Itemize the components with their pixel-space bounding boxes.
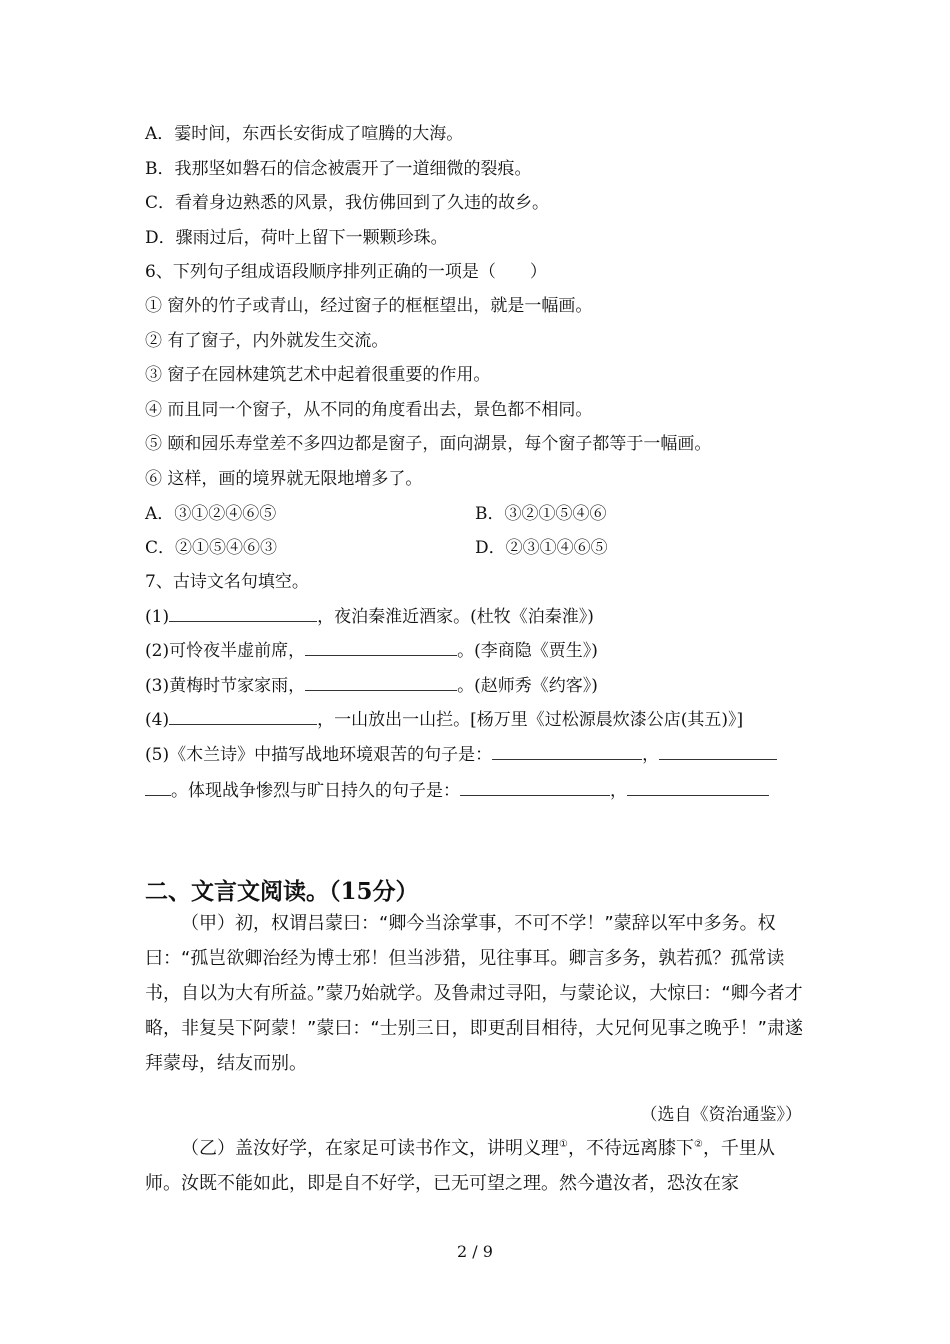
passage-yi-text-1: （乙）盖汝好学，在家足可读书作文，讲明义理: [181, 1138, 559, 1159]
q5-option-b: B．我那坚如磐石的信念被震开了一道细微的裂痕。: [145, 159, 532, 179]
passage-yi-text-3: ，千里从师。汝既不能如此，即是自不好学，已无可望之理。然今遣汝者，恐汝在家: [145, 1138, 775, 1194]
footnote-marker: ②: [693, 1139, 703, 1150]
q6-sentence-1: ① 窗外的竹子或青山，经过窗子的框框望出，就是一幅画。: [145, 296, 593, 316]
answer-blank[interactable]: [145, 780, 171, 796]
q7-item-3-suffix: 。(赵师秀《约客》): [457, 676, 598, 696]
q7-item-2: [145, 640, 598, 662]
q6-option-a: A．③①②④⑥⑤: [145, 504, 277, 524]
comma: ，: [610, 781, 627, 801]
footnote-marker: ①: [559, 1139, 568, 1150]
q6-stem: 6、下列句子组成语段顺序排列正确的一项是（ ）: [145, 262, 547, 282]
answer-blank[interactable]: [305, 675, 457, 691]
q7-item-2-prefix: (2)可怜夜半虚前席，: [145, 641, 306, 661]
q7-item-5-line-2: [145, 780, 769, 802]
passage-yi: [145, 1127, 805, 1201]
passage-yi-text-2: ，不待远离膝下: [567, 1138, 694, 1159]
q6-option-d: D．②③①④⑥⑤: [475, 538, 608, 558]
q7-item-5-prefix: (5)《木兰诗》中描写战地环境艰苦的句子是：: [145, 745, 493, 765]
q6-sentence-4: ④ 而且同一个窗子，从不同的角度看出去，景色都不相同。: [145, 400, 593, 420]
q7-item-1-number: (1): [145, 607, 170, 627]
q5-option-c: C．看着身边熟悉的风景，我仿佛回到了久违的故乡。: [145, 193, 550, 213]
q7-item-4-number: (4): [145, 710, 170, 730]
q7-item-4: [145, 709, 743, 731]
section-heading: 二、文言文阅读。（15分）: [145, 878, 419, 905]
answer-blank[interactable]: [627, 780, 769, 796]
q7-item-5-middle: 。体现战争惨烈与旷日持久的句子是：: [171, 781, 460, 801]
page-number: 2 / 9: [457, 1242, 493, 1261]
answer-blank[interactable]: [169, 709, 317, 725]
answer-blank[interactable]: [492, 744, 642, 760]
q7-item-5-line-1: [145, 744, 777, 766]
q6-option-c: C．②①⑤④⑥③: [145, 538, 278, 558]
answer-blank[interactable]: [460, 780, 610, 796]
q5-option-a: A．霎时间，东西长安街成了喧腾的大海。: [145, 124, 464, 144]
q7-item-3: [145, 675, 598, 697]
q6-sentence-6: ⑥ 这样，画的境界就无限地增多了。: [145, 469, 423, 489]
q7-item-2-suffix: 。(李商隐《贾生》): [457, 641, 598, 661]
q6-sentence-5: ⑤ 颐和园乐寿堂差不多四边都是窗子，面向湖景，每个窗子都等于一幅画。: [145, 434, 712, 454]
passage-source: （选自《资治通鉴》）: [640, 1105, 802, 1125]
answer-blank[interactable]: [169, 606, 317, 622]
q7-item-3-prefix: (3)黄梅时节家家雨，: [145, 676, 306, 696]
q5-option-d: D．骤雨过后，荷叶上留下一颗颗珍珠。: [145, 228, 448, 248]
q6-sentence-2: ② 有了窗子，内外就发生交流。: [145, 331, 389, 351]
q7-item-4-text: ，一山放出一山拦。[杨万里《过松源晨炊漆公店(其五)》]: [317, 710, 744, 730]
answer-blank[interactable]: [305, 640, 457, 656]
q6-sentence-3: ③ 窗子在园林建筑艺术中起着很重要的作用。: [145, 365, 491, 385]
passage-jia-text: （甲）初，权谓吕蒙曰：“卿今当涂掌事，不可不学！”蒙辞以军中多务。权曰：“孤岂欲卿治经为博士邪！但当涉猎，见往事耳。卿言多务，孰若孤？孤常读书，自以为大有所益。”蒙乃始就学。及鲁肃过寻阳，与蒙论议，大惊曰：“卿今者才略，非复吴下阿蒙！”蒙曰：“士别三日，即更刮目相待，大兄何见事之晚乎！”肃遂拜蒙母，结友而别。: [145, 913, 803, 1074]
passage-jia: [145, 906, 805, 1081]
q7-item-1: [145, 606, 594, 628]
q6-option-b: B．③②①⑤④⑥: [475, 504, 607, 524]
q7-stem: 7、古诗文名句填空。: [145, 572, 309, 592]
q7-item-1-text: ，夜泊秦淮近酒家。(杜牧《泊秦淮》): [317, 607, 594, 627]
answer-blank[interactable]: [659, 744, 777, 760]
comma: ，: [642, 745, 660, 765]
